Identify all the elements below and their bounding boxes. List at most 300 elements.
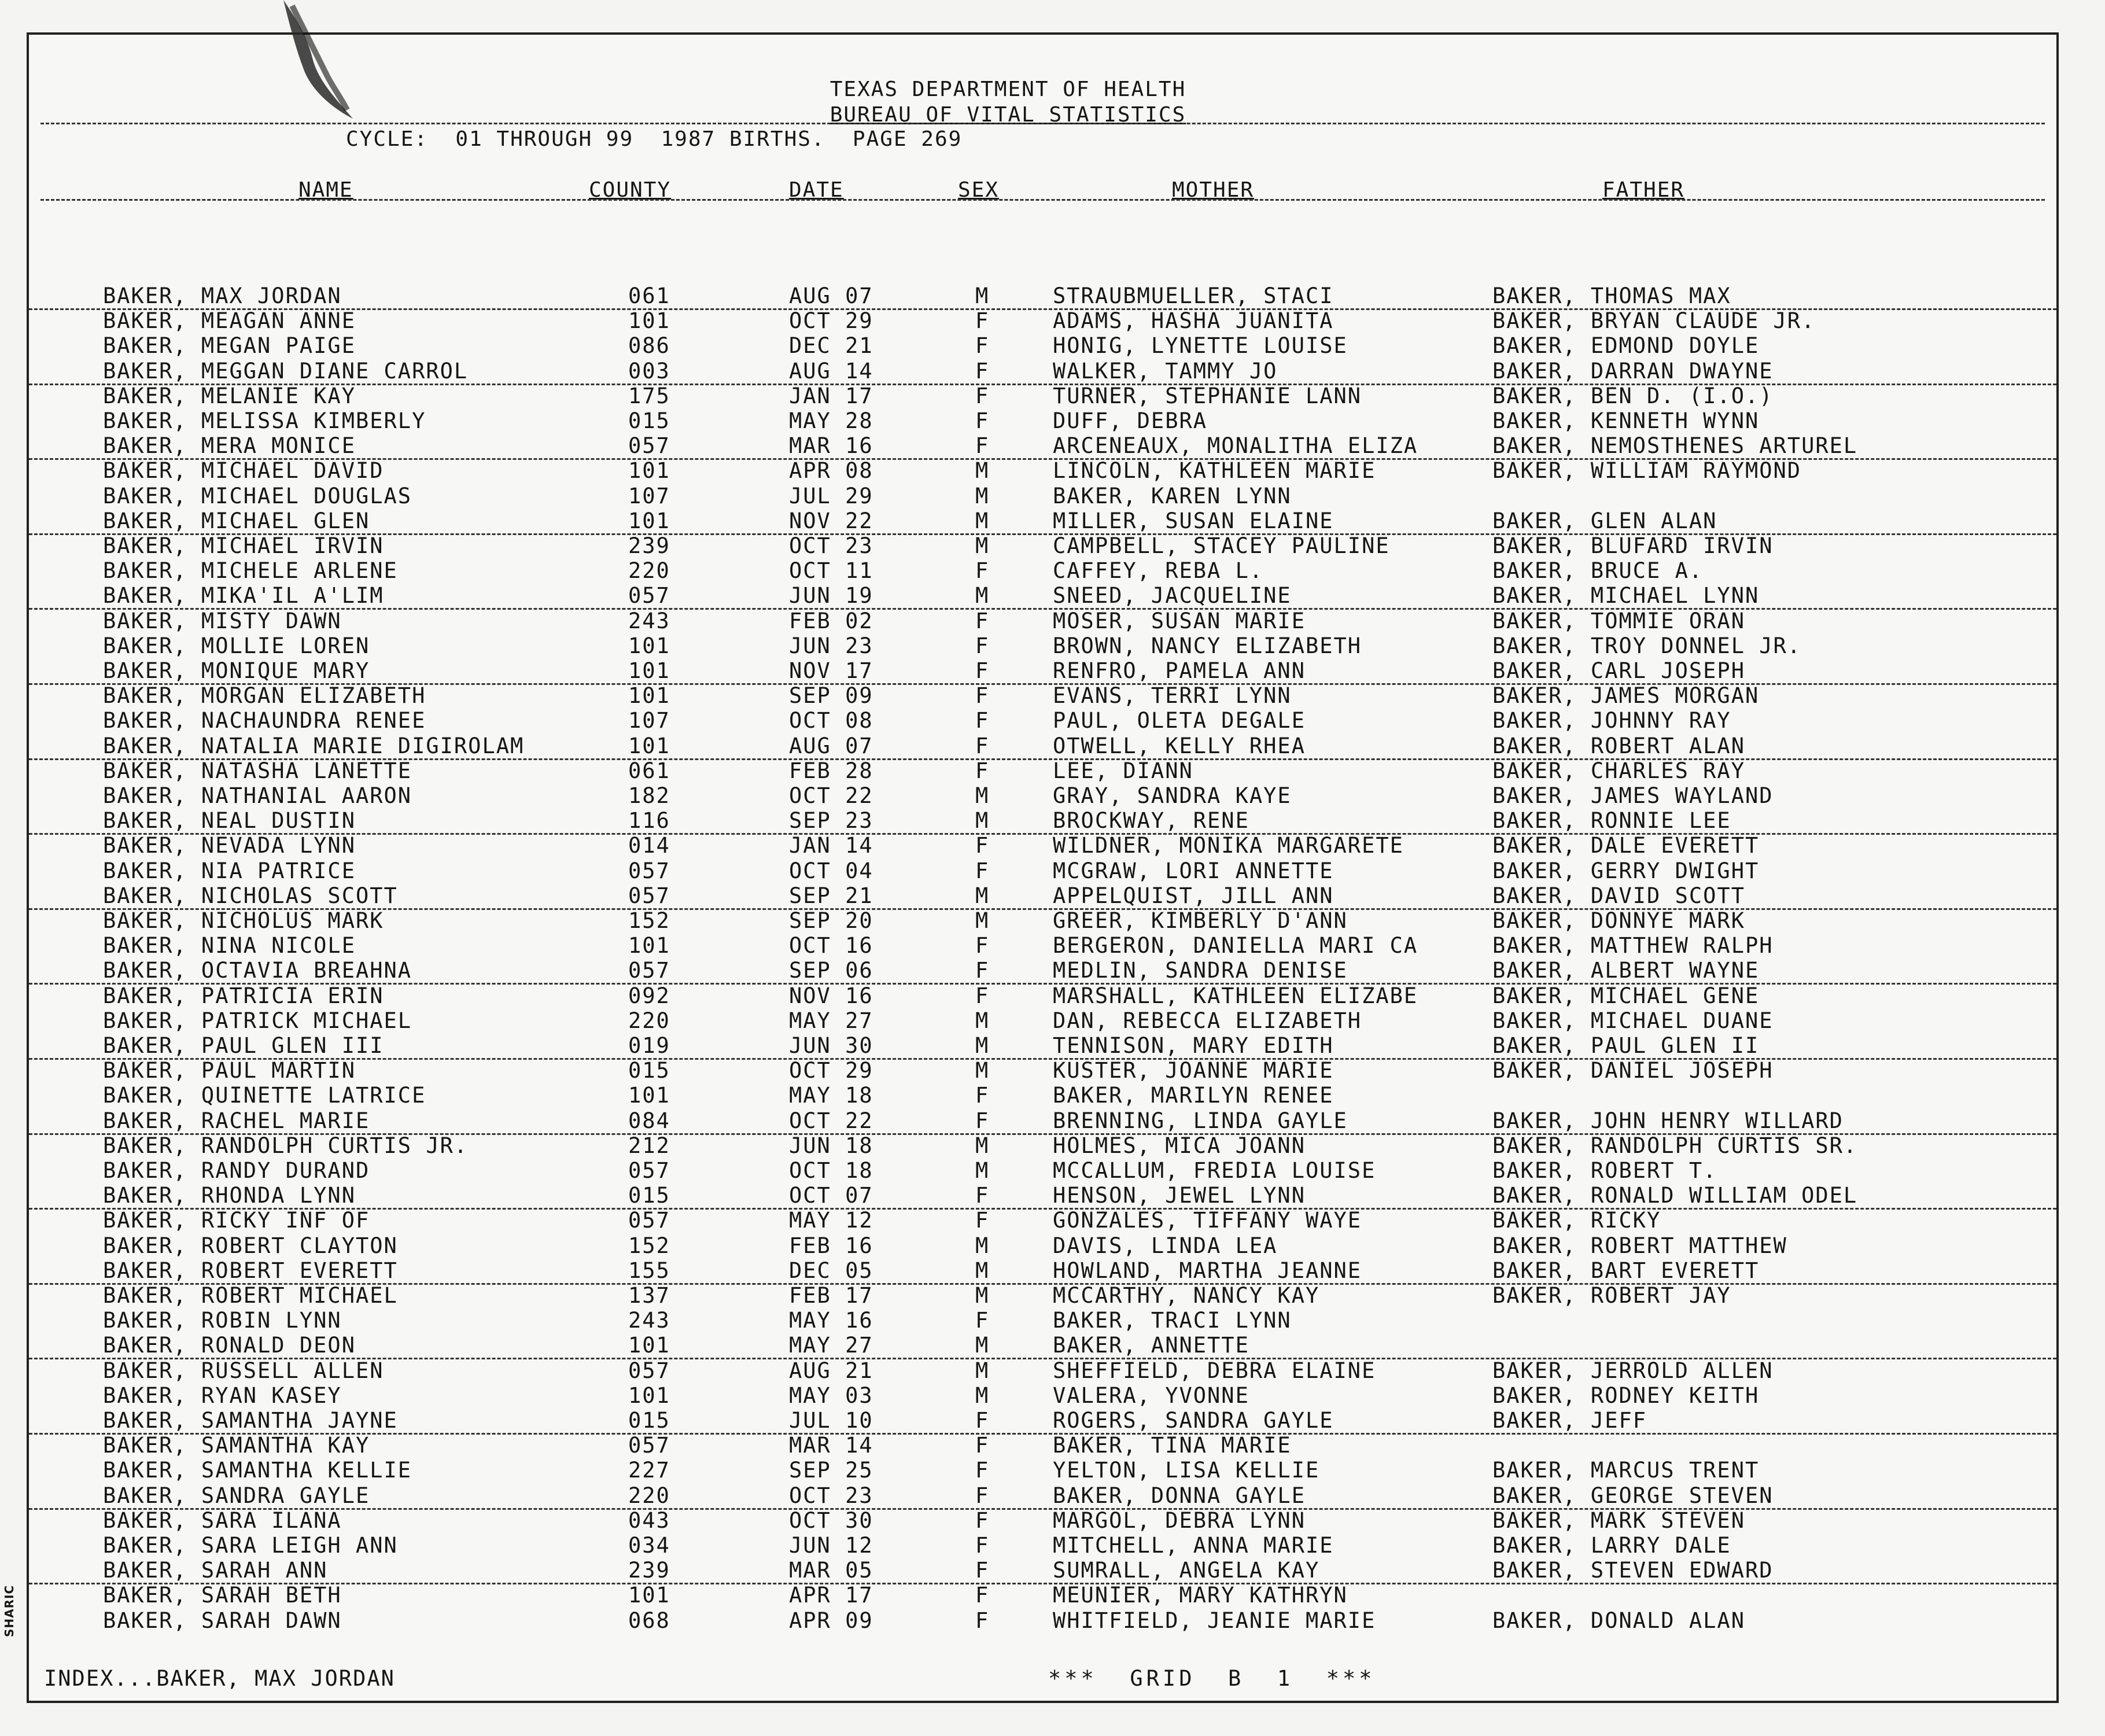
table-row [29, 1333, 2056, 1359]
table-row [29, 833, 2056, 858]
cell-date: JUN 19 [789, 583, 873, 609]
cell-mother: SNEED, JACQUELINE [1053, 583, 1292, 609]
cell-name: BAKER, MERA MONICE [103, 433, 356, 459]
cell-county: 239 [628, 533, 670, 558]
cell-mother: KUSTER, JOANNE MARIE [1053, 1058, 1334, 1083]
cell-county: 101 [628, 1583, 670, 1608]
cell-sex: F [975, 308, 990, 334]
cell-county: 101 [628, 683, 670, 709]
cell-date: NOV 16 [789, 983, 873, 1008]
table-row [29, 1433, 2056, 1458]
cell-name: BAKER, ROBERT CLAYTON [103, 1233, 398, 1258]
table-row [29, 1508, 2056, 1533]
cell-name: BAKER, RANDY DURAND [103, 1158, 370, 1183]
cell-father: BAKER, DANIEL JOSEPH [1492, 1058, 1774, 1083]
cell-mother: DUFF, DEBRA [1053, 408, 1208, 433]
column-divider [40, 199, 2045, 201]
cell-mother: ADAMS, HASHA JUANITA [1053, 308, 1334, 334]
cell-date: JUN 18 [789, 1133, 873, 1158]
cell-sex: F [975, 1483, 990, 1508]
cell-county: 057 [628, 433, 670, 459]
cell-date: OCT 23 [789, 1483, 873, 1508]
cell-date: FEB 16 [789, 1233, 873, 1258]
cell-name: BAKER, MELISSA KIMBERLY [103, 408, 426, 433]
department-title: TEXAS DEPARTMENT OF HEALTH [830, 78, 1186, 101]
cell-father: BAKER, LARRY DALE [1492, 1533, 1731, 1558]
cell-county: 057 [628, 958, 670, 983]
cell-date: OCT 08 [789, 708, 873, 734]
cell-date: JUL 10 [789, 1408, 873, 1433]
cell-name: BAKER, NATHANIAL AARON [103, 783, 412, 808]
cell-sex: F [975, 708, 990, 734]
cell-date: OCT 22 [789, 1108, 873, 1133]
cell-father: BAKER, ALBERT WAYNE [1492, 958, 1760, 983]
cell-name: BAKER, MAX JORDAN [103, 283, 342, 308]
table-row [29, 1458, 2056, 1483]
cell-mother: MEUNIER, MARY KATHRYN [1053, 1583, 1348, 1608]
cell-mother: PAUL, OLETA DEGALE [1053, 708, 1306, 734]
cell-date: JUL 29 [789, 483, 873, 508]
cell-father: BAKER, DARRAN DWAYNE [1492, 358, 1774, 384]
table-row [29, 1208, 2056, 1233]
cell-name: BAKER, ROBERT EVERETT [103, 1258, 398, 1283]
table-row [29, 758, 2056, 783]
cell-father: BAKER, CHARLES RAY [1492, 758, 1745, 783]
cell-sex: F [975, 1608, 990, 1633]
table-row [29, 883, 2056, 910]
cell-father: BAKER, GEORGE STEVEN [1492, 1483, 1774, 1508]
cell-mother: ROGERS, SANDRA GAYLE [1053, 1408, 1334, 1433]
cell-date: DEC 05 [789, 1258, 873, 1283]
cell-mother: BAKER, KAREN LYNN [1053, 483, 1292, 508]
table-row [29, 1533, 2056, 1558]
cell-date: FEB 17 [789, 1283, 873, 1308]
cell-date: NOV 22 [789, 508, 873, 533]
table-row [29, 1608, 2056, 1633]
cell-name: BAKER, ROBERT MICHAEL [103, 1283, 398, 1308]
cell-name: BAKER, MOLLIE LOREN [103, 633, 370, 658]
cell-name: BAKER, RACHEL MARIE [103, 1108, 370, 1133]
cell-date: SEP 21 [789, 883, 873, 908]
cell-date: OCT 18 [789, 1158, 873, 1183]
cell-county: 057 [628, 1433, 670, 1458]
table-row [29, 908, 2056, 933]
table-row [29, 1008, 2056, 1033]
table-row [29, 683, 2056, 708]
cell-father: BAKER, JAMES WAYLAND [1492, 783, 1774, 808]
cell-sex: F [975, 558, 990, 584]
cell-sex: M [975, 1258, 990, 1283]
cell-name: BAKER, RANDOLPH CURTIS JR. [103, 1133, 469, 1158]
cell-name: BAKER, PATRICIA ERIN [103, 983, 384, 1008]
cell-name: BAKER, RONALD DEON [103, 1333, 356, 1358]
cell-father: BAKER, RONNIE LEE [1492, 808, 1731, 834]
cell-name: BAKER, MEAGAN ANNE [103, 308, 356, 334]
cell-mother: BAKER, TINA MARIE [1053, 1433, 1292, 1458]
cell-county: 014 [628, 833, 670, 858]
cell-mother: RENFRO, PAMELA ANN [1053, 658, 1306, 683]
cell-date: DEC 21 [789, 333, 873, 359]
table-row [29, 1308, 2056, 1333]
cell-father: BAKER, TOMMIE ORAN [1492, 608, 1745, 633]
cell-name: BAKER, NICHOLUS MARK [103, 908, 384, 933]
cell-sex: M [975, 283, 990, 308]
cell-mother: BROCKWAY, RENE [1053, 808, 1249, 834]
cell-date: OCT 16 [789, 933, 873, 959]
column-header-father: FATHER [1602, 178, 1685, 202]
cell-mother: LEE, DIANN [1053, 758, 1193, 783]
table-row [29, 1083, 2056, 1108]
cell-mother: SUMRALL, ANGELA KAY [1053, 1558, 1320, 1583]
cell-mother: CAFFEY, REBA L. [1053, 558, 1264, 584]
table-row [29, 1383, 2056, 1408]
cell-sex: F [975, 383, 990, 408]
cell-county: 155 [628, 1258, 670, 1283]
header-divider [40, 123, 2045, 124]
cell-sex: F [975, 1508, 990, 1533]
cell-father: BAKER, DALE EVERETT [1492, 833, 1760, 858]
table-row [29, 783, 2056, 808]
cell-date: OCT 04 [789, 858, 873, 883]
cell-date: MAR 14 [789, 1433, 873, 1458]
cell-date: JAN 14 [789, 833, 873, 858]
cell-county: 086 [628, 333, 670, 359]
cell-name: BAKER, ROBIN LYNN [103, 1308, 342, 1333]
cell-sex: M [975, 808, 990, 834]
cell-mother: BROWN, NANCY ELIZABETH [1053, 633, 1362, 658]
cell-county: 220 [628, 1483, 670, 1508]
cell-sex: F [975, 958, 990, 983]
cell-county: 212 [628, 1133, 670, 1158]
cell-father: BAKER, RICKY [1492, 1208, 1661, 1233]
cell-name: BAKER, SAMANTHA JAYNE [103, 1408, 398, 1433]
cell-mother: MCGRAW, LORI ANNETTE [1053, 858, 1334, 883]
cell-mother: HOWLAND, MARTHA JEANNE [1053, 1258, 1362, 1283]
cell-date: JAN 17 [789, 383, 873, 408]
table-row [29, 433, 2056, 460]
cell-mother: BAKER, ANNETTE [1053, 1333, 1249, 1358]
cell-sex: F [975, 658, 990, 683]
column-header-date: DATE [789, 178, 844, 202]
cell-father: BAKER, EDMOND DOYLE [1492, 333, 1760, 359]
cell-county: 057 [628, 583, 670, 609]
cell-county: 152 [628, 908, 670, 933]
cell-county: 220 [628, 1008, 670, 1033]
cell-sex: F [975, 1083, 990, 1108]
cell-mother: VALERA, YVONNE [1053, 1383, 1249, 1408]
cell-name: BAKER, MICHAEL IRVIN [103, 533, 384, 558]
cell-father: BAKER, ROBERT T. [1492, 1158, 1717, 1183]
cell-mother: BAKER, DONNA GAYLE [1053, 1483, 1306, 1508]
table-row [29, 983, 2056, 1008]
cell-name: BAKER, SARA ILANA [103, 1508, 342, 1533]
cell-name: BAKER, SAMANTHA KELLIE [103, 1458, 412, 1483]
cell-mother: MEDLIN, SANDRA DENISE [1053, 958, 1348, 983]
cell-sex: F [975, 633, 990, 658]
cell-mother: EVANS, TERRI LYNN [1053, 683, 1292, 709]
cell-mother: HONIG, LYNETTE LOUISE [1053, 333, 1348, 359]
cell-sex: F [975, 1433, 990, 1458]
cell-father: BAKER, ROBERT MATTHEW [1492, 1233, 1787, 1258]
table-row [29, 333, 2056, 358]
cell-date: JUN 30 [789, 1033, 873, 1058]
cell-county: 101 [628, 633, 670, 658]
cell-sex: M [975, 908, 990, 933]
cell-father: BAKER, KENNETH WYNN [1492, 408, 1760, 433]
cell-name: BAKER, NATALIA MARIE DIGIROLAM [103, 733, 525, 758]
cell-sex: M [975, 883, 990, 908]
cell-mother: GREER, KIMBERLY D'ANN [1053, 908, 1348, 933]
cell-mother: APPELQUIST, JILL ANN [1053, 883, 1334, 908]
ink-smudge [272, 0, 359, 121]
cell-mother: CAMPBELL, STACEY PAULINE [1053, 533, 1390, 558]
table-row [29, 408, 2056, 433]
cell-sex: M [975, 1233, 990, 1258]
table-row [29, 658, 2056, 685]
table-row [29, 1133, 2056, 1158]
cell-county: 092 [628, 983, 670, 1008]
cell-county: 061 [628, 283, 670, 308]
index-footer: INDEX...BAKER, MAX JORDAN [44, 1666, 395, 1691]
table-row [29, 308, 2056, 333]
cell-father: BAKER, BLUFARD IRVIN [1492, 533, 1774, 558]
cell-sex: F [975, 983, 990, 1008]
cell-name: BAKER, MIKA'IL A'LIM [103, 583, 384, 609]
cell-date: SEP 09 [789, 683, 873, 709]
cycle-line: CYCLE: 01 THROUGH 99 1987 BIRTHS. PAGE 269 [346, 127, 963, 151]
cell-sex: M [975, 1358, 990, 1383]
cell-county: 043 [628, 1508, 670, 1533]
cell-sex: M [975, 1058, 990, 1083]
cell-date: MAY 18 [789, 1083, 873, 1108]
cell-name: BAKER, MONIQUE MARY [103, 658, 370, 683]
cell-sex: M [975, 508, 990, 533]
cell-date: JUN 12 [789, 1533, 873, 1558]
cell-mother: ARCENEAUX, MONALITHA ELIZA [1053, 433, 1418, 459]
cell-sex: F [975, 1108, 990, 1133]
cell-sex: F [975, 758, 990, 783]
cell-father: BAKER, MICHAEL LYNN [1492, 583, 1760, 609]
cell-county: 015 [628, 1183, 670, 1208]
cell-date: MAY 16 [789, 1308, 873, 1333]
cell-father: BAKER, MICHAEL DUANE [1492, 1008, 1774, 1033]
cell-date: NOV 17 [789, 658, 873, 683]
cell-sex: M [975, 1158, 990, 1183]
cell-date: MAR 16 [789, 433, 873, 459]
column-header-name: NAME [298, 178, 353, 202]
cell-sex: M [975, 483, 990, 508]
cell-father: BAKER, THOMAS MAX [1492, 283, 1731, 308]
cell-county: 034 [628, 1533, 670, 1558]
cell-father: BAKER, JOHNNY RAY [1492, 708, 1731, 734]
cell-sex: M [975, 533, 990, 558]
cell-sex: M [975, 583, 990, 609]
table-row [29, 958, 2056, 985]
cell-county: 068 [628, 1608, 670, 1633]
table-row [29, 384, 2056, 408]
table-row [29, 458, 2056, 483]
table-row [29, 1558, 2056, 1584]
table-row [29, 283, 2056, 310]
cell-county: 220 [628, 558, 670, 584]
cell-name: BAKER, MICHAEL GLEN [103, 508, 370, 533]
cell-name: BAKER, SAMANTHA KAY [103, 1433, 370, 1458]
cell-sex: F [975, 1458, 990, 1483]
cell-father: BAKER, JAMES MORGAN [1492, 683, 1760, 709]
table-row [29, 484, 2056, 508]
cell-mother: GONZALES, TIFFANY WAYE [1053, 1208, 1362, 1233]
cell-county: 057 [628, 883, 670, 908]
cell-name: BAKER, NIA PATRICE [103, 858, 356, 883]
cell-sex: M [975, 1283, 990, 1308]
cell-date: AUG 07 [789, 733, 873, 758]
cell-county: 101 [628, 1083, 670, 1108]
cell-date: OCT 11 [789, 558, 873, 584]
cell-name: BAKER, MORGAN ELIZABETH [103, 683, 426, 709]
table-row [29, 1358, 2056, 1383]
cell-date: SEP 23 [789, 808, 873, 834]
cell-county: 175 [628, 383, 670, 408]
cell-father: BAKER, MATTHEW RALPH [1492, 933, 1774, 959]
cell-father: BAKER, RANDOLPH CURTIS SR. [1492, 1133, 1858, 1158]
table-row [29, 1483, 2056, 1510]
cell-father: BAKER, ROBERT ALAN [1492, 733, 1745, 758]
cell-name: BAKER, RUSSELL ALLEN [103, 1358, 384, 1383]
cell-county: 015 [628, 1408, 670, 1433]
cell-sex: F [975, 1408, 990, 1433]
cell-father: BAKER, PAUL GLEN II [1492, 1033, 1760, 1058]
cell-name: BAKER, NINA NICOLE [103, 933, 356, 959]
cell-date: MAY 27 [789, 1008, 873, 1033]
table-row [29, 633, 2056, 658]
table-row [29, 359, 2056, 385]
cell-father: BAKER, JERROLD ALLEN [1492, 1358, 1774, 1383]
cell-mother: TENNISON, MARY EDITH [1053, 1033, 1334, 1058]
cell-mother: SHEFFIELD, DEBRA ELAINE [1053, 1358, 1376, 1383]
cell-father: BAKER, BRUCE A. [1492, 558, 1704, 584]
table-row [29, 1033, 2056, 1060]
table-row [29, 1058, 2056, 1083]
cell-mother: WALKER, TAMMY JO [1053, 358, 1278, 384]
cell-father: BAKER, NEMOSTHENES ARTUREL [1492, 433, 1858, 459]
cell-name: BAKER, QUINETTE LATRICE [103, 1083, 426, 1108]
cell-mother: MARSHALL, KATHLEEN ELIZABE [1053, 983, 1418, 1008]
cell-father: BAKER, BART EVERETT [1492, 1258, 1760, 1283]
cell-date: AUG 21 [789, 1358, 873, 1383]
cell-name: BAKER, SARAH ANN [103, 1558, 328, 1583]
cell-mother: MILLER, SUSAN ELAINE [1053, 508, 1334, 533]
cell-county: 019 [628, 1033, 670, 1058]
cell-county: 101 [628, 733, 670, 758]
cell-name: BAKER, RYAN KASEY [103, 1383, 342, 1408]
cell-father: BAKER, GLEN ALAN [1492, 508, 1717, 533]
cell-father: BAKER, RODNEY KEITH [1492, 1383, 1760, 1408]
cell-mother: TURNER, STEPHANIE LANN [1053, 383, 1362, 408]
cell-county: 101 [628, 658, 670, 683]
column-header-sex: SEX [958, 178, 1000, 202]
cell-county: 152 [628, 1233, 670, 1258]
table-row [29, 708, 2056, 733]
cell-county: 239 [628, 1558, 670, 1583]
cell-sex: M [975, 458, 990, 484]
cell-county: 101 [628, 308, 670, 334]
cell-sex: M [975, 783, 990, 808]
cell-date: OCT 22 [789, 783, 873, 808]
cell-mother: MARGOL, DEBRA LYNN [1053, 1508, 1306, 1533]
cell-name: BAKER, SARAH DAWN [103, 1608, 342, 1633]
cell-sex: F [975, 608, 990, 633]
cell-sex: M [975, 1133, 990, 1158]
cell-name: BAKER, MISTY DAWN [103, 608, 342, 633]
table-row [29, 558, 2056, 583]
cell-father: BAKER, MARK STEVEN [1492, 1508, 1745, 1533]
cell-name: BAKER, NEAL DUSTIN [103, 808, 356, 834]
cell-sex: F [975, 833, 990, 858]
cell-sex: F [975, 1558, 990, 1583]
cell-county: 057 [628, 1208, 670, 1233]
table-row [29, 508, 2056, 535]
cell-father: BAKER, BRYAN CLAUDE JR. [1492, 308, 1816, 334]
microfiche-sheet [27, 32, 2059, 1703]
cell-county: 107 [628, 708, 670, 734]
cell-father: BAKER, MICHAEL GENE [1492, 983, 1760, 1008]
cell-father: BAKER, JOHN HENRY WILLARD [1492, 1108, 1844, 1133]
cell-mother: MOSER, SUSAN MARIE [1053, 608, 1306, 633]
cell-date: OCT 23 [789, 533, 873, 558]
cell-sex: M [975, 1333, 990, 1358]
cell-county: 061 [628, 758, 670, 783]
cell-mother: YELTON, LISA KELLIE [1053, 1458, 1320, 1483]
cell-county: 182 [628, 783, 670, 808]
cell-date: MAY 12 [789, 1208, 873, 1233]
cell-father: BAKER, STEVEN EDWARD [1492, 1558, 1774, 1583]
cell-name: BAKER, MEGGAN DIANE CARROL [103, 358, 469, 384]
cell-mother: BAKER, TRACI LYNN [1053, 1308, 1292, 1333]
cell-name: BAKER, NATASHA LANETTE [103, 758, 412, 783]
cell-county: 057 [628, 858, 670, 883]
cell-mother: MCCALLUM, FREDIA LOUISE [1053, 1158, 1376, 1183]
cell-sex: F [975, 408, 990, 433]
cell-date: OCT 29 [789, 1058, 873, 1083]
cell-date: OCT 29 [789, 308, 873, 334]
cell-father: BAKER, MARCUS TRENT [1492, 1458, 1760, 1483]
cell-county: 101 [628, 1383, 670, 1408]
cell-name: BAKER, RICKY INF OF [103, 1208, 370, 1233]
cell-sex: F [975, 1583, 990, 1608]
cell-mother: HOLMES, MICA JOANN [1053, 1133, 1306, 1158]
cell-mother: WILDNER, MONIKA MARGARETE [1053, 833, 1404, 858]
table-row [29, 609, 2056, 633]
cell-name: BAKER, MICHAEL DOUGLAS [103, 483, 412, 508]
cell-father: BAKER, RONALD WILLIAM ODEL [1492, 1183, 1858, 1208]
cell-date: FEB 28 [789, 758, 873, 783]
table-row [29, 1108, 2056, 1135]
table-row [29, 1183, 2056, 1210]
cell-sex: F [975, 733, 990, 758]
cell-date: SEP 25 [789, 1458, 873, 1483]
cell-sex: F [975, 683, 990, 709]
cell-date: MAR 05 [789, 1558, 873, 1583]
cell-father: BAKER, ROBERT JAY [1492, 1283, 1731, 1308]
cell-county: 101 [628, 508, 670, 533]
cell-father: BAKER, TROY DONNEL JR. [1492, 633, 1802, 658]
cell-date: APR 08 [789, 458, 873, 484]
cell-date: FEB 02 [789, 608, 873, 633]
cell-father: BAKER, DONALD ALAN [1492, 1608, 1745, 1633]
table-row [29, 533, 2056, 558]
cell-date: AUG 14 [789, 358, 873, 384]
cell-date: MAY 28 [789, 408, 873, 433]
